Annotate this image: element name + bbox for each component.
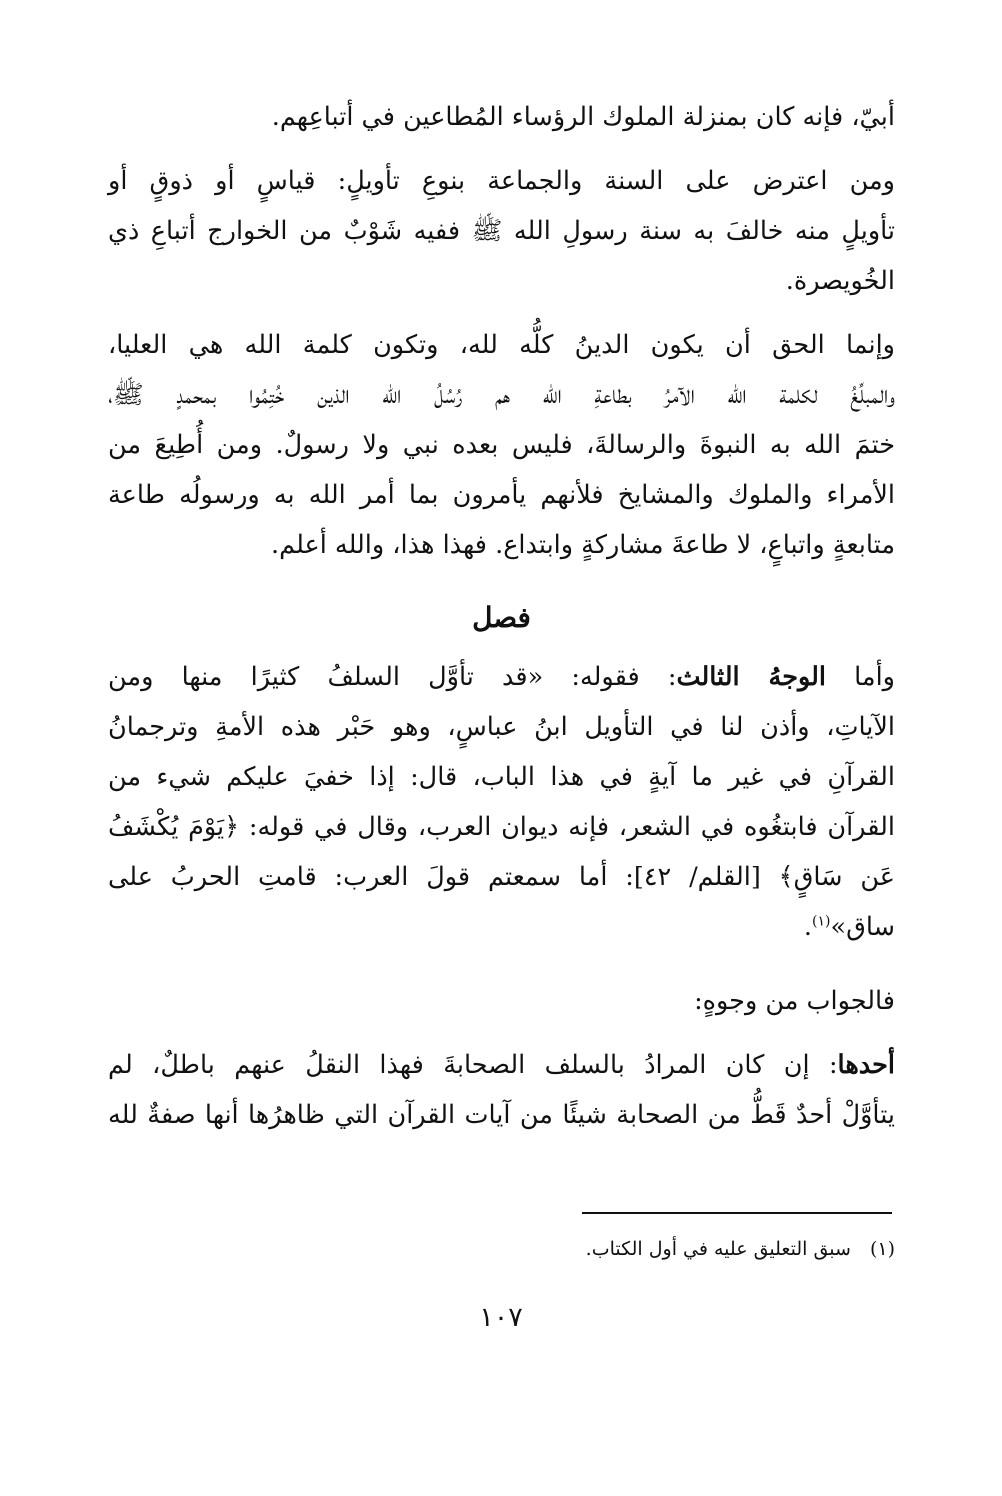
text-line: وإنما الحق أن يكون الدينُ كلُّه لله، وتكون كلمة الله هي العليا، xyxy=(108,330,895,360)
text-line: متابعةٍ واتباعٍ، لا طاعةَ مشاركةٍ وابتداع. فهذا هذا، والله أعلم. xyxy=(271,530,895,560)
paragraph-first-point xyxy=(108,1040,895,1140)
text-line: الآياتِ، وأذن لنا في التأويل ابنُ عباسٍ، وهو حَبْر هذه الأمةِ وترجمانُ xyxy=(108,712,895,742)
bold-heading: أحدها xyxy=(837,1050,895,1080)
text-line xyxy=(108,902,895,952)
lead-word: وأما xyxy=(825,662,895,692)
quote-end: ساق» xyxy=(830,912,895,942)
text-line: فالجواب من وجوهٍ: xyxy=(694,986,895,1016)
text-line: تأويلٍ منه خالفَ به سنة رسولِ الله ﷺ ففيه شَوْبٌ من الخوارج أتباعِ ذي xyxy=(108,216,895,246)
text-line: عَن سَاقٍ﴾ [القلم/ ٤٢]: أما سمعتم قولَ العرب: قامتِ الحربُ على xyxy=(108,862,896,892)
text-line xyxy=(108,652,895,702)
footnote-divider xyxy=(582,1212,892,1214)
text-line: أبيّ، فإنه كان بمنزلة الملوك الرؤساء المُطاعين في أتباعِهم. xyxy=(271,102,895,132)
paragraph-1 xyxy=(108,92,895,142)
footnote-text: سبق التعليق عليه في أول الكتاب. xyxy=(585,1238,851,1260)
text-line: الأمراء والملوك والمشايخ فلأنهم يأمرون بما أمر الله به ورسولُه طاعة xyxy=(108,480,895,510)
line-rest: : إن كان المرادُ بالسلف الصحابةَ فهذا النقلُ عنهم باطلٌ، لم xyxy=(108,1050,838,1080)
footnote-reference[interactable]: (١) xyxy=(812,913,831,930)
text-line: والمبلِّغُ لكلمة الله الآمرُ بطاعةِ الله هم رُسُلُ الله الذين خُتِمُوا بمحمدٍ ﷺ، xyxy=(108,380,895,410)
page-number: ١٠٧ xyxy=(479,1302,523,1333)
text-line xyxy=(108,1040,895,1090)
line-rest: : فقوله: «قد تأوَّل السلفُ كثيرًا منها ومن xyxy=(108,662,677,692)
text-line: ختمَ الله به النبوةَ والرسالةَ، فليس بعده نبي ولا رسولٌ. ومن أُطِيعَ من xyxy=(108,430,895,460)
text-line: القرآن فابتغُوه في الشعر، فإنه ديوان العرب، وقال في قوله: ﴿يَوْمَ يُكْشَفُ xyxy=(108,812,895,842)
text-line: ومن اعترض على السنة والجماعة بنوعِ تأويلٍ: قياسٍ أو ذوقٍ أو xyxy=(108,166,895,196)
text-line: يتأوَّلْ أحدٌ قَطُّ من الصحابة شيئًا من آيات القرآن التي ظاهرُها أنها صفةٌ لله xyxy=(108,1100,895,1130)
footnote-number: (١) xyxy=(869,1238,895,1260)
paragraph-3 xyxy=(108,320,895,570)
section-title: فصل xyxy=(472,601,531,634)
period: . xyxy=(803,912,812,942)
page-body xyxy=(108,92,895,1154)
text-line: الخُويصرة. xyxy=(785,266,895,296)
bold-heading: الوجهُ الثالث xyxy=(676,662,826,692)
paragraph-third-aspect xyxy=(108,652,895,952)
footnote xyxy=(108,1238,895,1260)
text-line: القرآنِ في غير ما آيةٍ في هذا الباب، قال: إذا خفيَ عليكم شيء من xyxy=(108,762,895,792)
paragraph-answer-intro xyxy=(108,976,895,1026)
paragraph-2 xyxy=(108,156,895,306)
